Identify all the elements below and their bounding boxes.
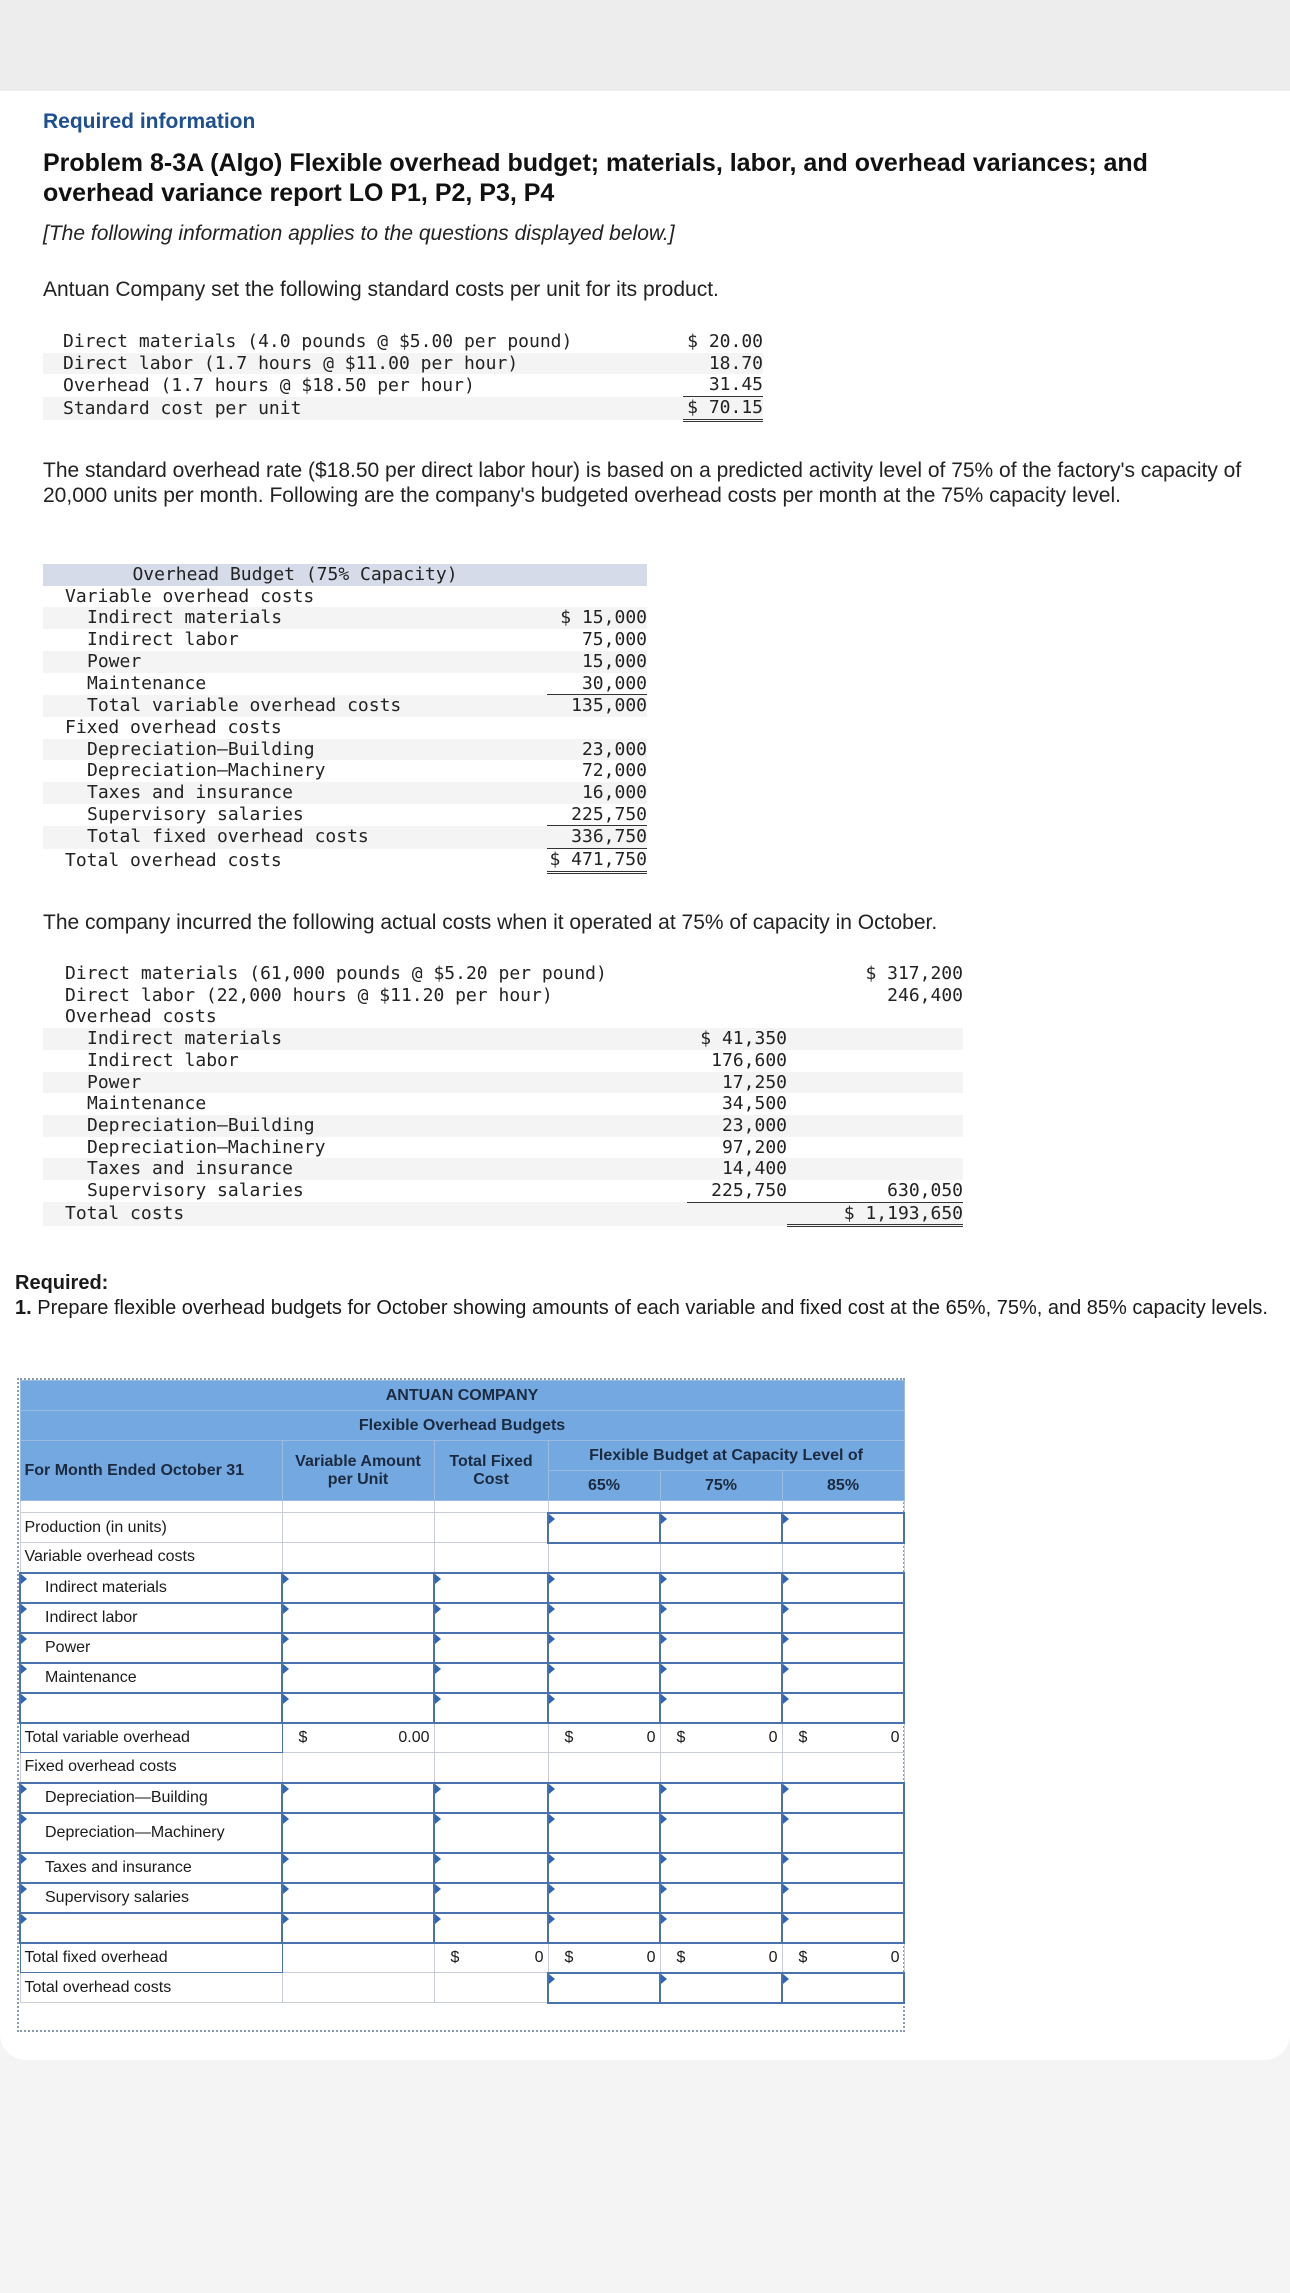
variable-unit-input[interactable] xyxy=(282,1633,434,1663)
top-bar xyxy=(0,0,1290,91)
table-row: Depreciation—Building 23,000 xyxy=(43,739,647,761)
variable-unit-input[interactable] xyxy=(282,1913,434,1943)
budget-85-input[interactable] xyxy=(782,1783,904,1813)
table-row: Indirect materials $ 15,000 xyxy=(43,607,647,629)
table-row xyxy=(20,1693,904,1723)
worksheet-header-row xyxy=(20,1441,904,1471)
actual-costs-text: The company incurred the following actual costs when it operated at 75% of capacity in October. xyxy=(43,911,938,934)
table-row xyxy=(20,1513,904,1543)
total-variable-75-value: 0 xyxy=(768,1728,778,1746)
fixed-item-label-input[interactable]: Taxes and insurance xyxy=(20,1853,282,1883)
budget-75-input[interactable] xyxy=(660,1813,782,1853)
table-row: Direct materials (61,000 pounds @ $5.20 per pound) $ 317,200 xyxy=(65,963,963,984)
fixed-cost-input[interactable] xyxy=(434,1813,548,1853)
variable-amount-header: Variable Amount per Unit xyxy=(282,1441,434,1501)
variable-unit-input[interactable] xyxy=(282,1693,434,1723)
budget-85-input[interactable] xyxy=(782,1853,904,1883)
period-header: For Month Ended October 31 xyxy=(20,1441,282,1501)
fixed-cost-input[interactable] xyxy=(434,1573,548,1603)
table-row: Taxes and insurance 16,000 xyxy=(43,782,647,804)
table-row: Direct labor (1.7 hours @ $11.00 per hour) 18.70 xyxy=(43,353,763,375)
total-overhead-65-input[interactable] xyxy=(548,1973,660,2003)
fixed-item-label-input[interactable]: Depreciation—Machinery xyxy=(20,1813,282,1853)
table-row: Taxes and insurance 14,400 xyxy=(43,1158,963,1180)
budget-85-input[interactable] xyxy=(782,1813,904,1853)
table-row xyxy=(20,1633,904,1663)
flexible-budget-worksheet xyxy=(17,1378,905,2032)
production-85-input[interactable] xyxy=(782,1513,904,1543)
budget-65-input[interactable] xyxy=(548,1813,660,1853)
production-75-input[interactable] xyxy=(660,1513,782,1543)
budget-75-input[interactable] xyxy=(660,1603,782,1633)
level-85-header: 85% xyxy=(782,1471,904,1501)
fixed-cost-input[interactable] xyxy=(434,1783,548,1813)
worksheet-header-row xyxy=(20,1411,904,1441)
table-row xyxy=(20,1753,904,1783)
fixed-cost-input[interactable] xyxy=(434,1883,548,1913)
intro-text: Antuan Company set the following standard costs per unit for its product. xyxy=(43,278,719,301)
table-row: Maintenance 30,000 xyxy=(87,672,647,694)
variable-unit-input[interactable] xyxy=(282,1603,434,1633)
budget-65-input[interactable] xyxy=(548,1783,660,1813)
budget-65-input[interactable] xyxy=(548,1693,660,1723)
variable-unit-input[interactable] xyxy=(282,1853,434,1883)
table-row xyxy=(20,1973,904,2003)
table-row: Total fixed overhead costs 336,750 xyxy=(43,826,647,849)
table-row: Indirect labor 176,600 xyxy=(87,1049,787,1071)
table-row: Overhead (1.7 hours @ $18.50 per hour) 31.45 xyxy=(63,374,763,396)
table-row: Fixed overhead costs xyxy=(65,716,282,738)
fixed-cost-input[interactable] xyxy=(434,1853,548,1883)
total-fixed-label: Total fixed overhead xyxy=(20,1943,282,1973)
fixed-cost-input[interactable] xyxy=(434,1913,548,1943)
fixed-cost-input[interactable] xyxy=(434,1603,548,1633)
overhead-rate-text: The standard overhead rate ($18.50 per direct labor hour) is based on a predicted activity level of 75% of the factory's capacity of 20,000 units per month. Following are the company's budgeted overhead costs per month at the 75% capacity level. xyxy=(43,459,1242,507)
budget-65-input[interactable] xyxy=(548,1853,660,1883)
variable-unit-input[interactable] xyxy=(282,1883,434,1913)
table-row: Direct materials (4.0 pounds @ $5.00 per pound) $ 20.00 xyxy=(63,331,763,352)
worksheet-header-row xyxy=(20,1381,904,1411)
production-label: Production (in units) xyxy=(20,1513,282,1543)
variable-item-label-input[interactable]: Indirect labor xyxy=(20,1603,282,1633)
required-heading: Required: xyxy=(15,1272,109,1294)
table-row xyxy=(20,1603,904,1633)
table-row: Total variable overhead $ 0.00 $ 0 $ 0 $ 0 xyxy=(20,1723,904,1753)
table-row xyxy=(20,1853,904,1883)
budget-75-input[interactable] xyxy=(660,1783,782,1813)
level-75-header: 75% xyxy=(660,1471,782,1501)
table-row: Direct labor (22,000 hours @ $11.20 per hour) 246,400 xyxy=(65,984,963,1006)
standard-costs-table xyxy=(43,331,763,422)
worksheet-subtitle: Flexible Overhead Budgets xyxy=(20,1411,904,1441)
fixed-item-label-input[interactable] xyxy=(20,1913,282,1943)
fixed-item-label-input[interactable]: Depreciation—Building xyxy=(20,1783,282,1813)
required-number: 1. xyxy=(15,1297,32,1319)
table-row xyxy=(20,1913,904,1943)
table-row: Total fixed overhead $ 0 $ 0 $ 0 $ 0 xyxy=(20,1943,904,1973)
table-row: Maintenance 34,500 xyxy=(87,1093,787,1115)
table-row: Overhead costs xyxy=(65,1006,217,1028)
table-row: Standard cost per unit $ 70.15 xyxy=(43,397,763,421)
total-overhead-75-input[interactable] xyxy=(660,1973,782,2003)
fixed-cost-input[interactable] xyxy=(434,1633,548,1663)
table-row: Supervisory salaries 225,750 xyxy=(87,803,647,825)
production-65-input[interactable] xyxy=(548,1513,660,1543)
table-row: Power 15,000 xyxy=(43,651,647,673)
budget-65-input[interactable] xyxy=(548,1573,660,1603)
table-row xyxy=(20,1663,904,1693)
table-row: Depreciation—Building 23,000 xyxy=(43,1115,963,1137)
budget-85-input[interactable] xyxy=(782,1603,904,1633)
table-row xyxy=(20,1573,904,1603)
total-fixed-cost-value: 0 xyxy=(534,1948,544,1966)
fixed-cost-input[interactable] xyxy=(434,1693,548,1723)
applies-note: [The following information applies to the questions displayed below.] xyxy=(43,222,675,245)
table-row: Depreciation—Machinery 72,000 xyxy=(87,760,647,782)
budget-85-input[interactable] xyxy=(782,1633,904,1663)
budget-75-input[interactable] xyxy=(660,1573,782,1603)
total-overhead-label: Total overhead costs xyxy=(20,1973,282,2003)
total-overhead-85-input[interactable] xyxy=(782,1973,904,2003)
spacer-row xyxy=(20,1501,904,1513)
table-row: Indirect labor 75,000 xyxy=(87,629,647,651)
required-information-heading: Required information xyxy=(43,110,256,133)
total-variable-label: Total variable overhead xyxy=(20,1723,282,1753)
table-row: Depreciation—Machinery 97,200 xyxy=(87,1136,787,1158)
table-row xyxy=(20,1813,904,1853)
budget-75-input[interactable] xyxy=(660,1913,782,1943)
company-name: ANTUAN COMPANY xyxy=(20,1381,904,1411)
budget-85-input[interactable] xyxy=(782,1573,904,1603)
variable-unit-input[interactable] xyxy=(282,1663,434,1693)
budget-65-input[interactable] xyxy=(548,1633,660,1663)
table-row: Supervisory salaries 225,750 630,050 xyxy=(87,1180,963,1202)
budget-75-input[interactable] xyxy=(660,1883,782,1913)
fixed-item-label-input[interactable]: Supervisory salaries xyxy=(20,1883,282,1913)
table-row: Indirect materials $ 41,350 xyxy=(43,1028,963,1050)
table-row: Total variable overhead costs 135,000 xyxy=(43,695,647,717)
total-fixed-header: Total Fixed Cost xyxy=(434,1441,548,1501)
total-fixed-75-value: 0 xyxy=(768,1948,778,1966)
flexible-budget-header: Flexible Budget at Capacity Level of xyxy=(548,1441,904,1471)
budget-85-input[interactable] xyxy=(782,1883,904,1913)
budget-85-input[interactable] xyxy=(782,1663,904,1693)
table-row: Power 17,250 xyxy=(43,1072,963,1094)
budget-65-input[interactable] xyxy=(548,1663,660,1693)
required-instruction: Prepare flexible overhead budgets for October showing amounts of each variable and fixed cost at the 65%, 75%, and 85% capacity levels. xyxy=(31,1297,1268,1319)
table-row: Variable overhead costs xyxy=(65,585,315,607)
overhead-budget-table xyxy=(43,564,647,874)
variable-unit-input[interactable] xyxy=(282,1813,434,1853)
budget-65-input[interactable] xyxy=(548,1913,660,1943)
variable-unit-input[interactable] xyxy=(282,1783,434,1813)
budget-85-input[interactable] xyxy=(782,1913,904,1943)
budget-75-input[interactable] xyxy=(660,1663,782,1693)
total-fixed-85-value: 0 xyxy=(890,1948,900,1966)
budget-75-input[interactable] xyxy=(660,1853,782,1883)
total-variable-unit-value: 0.00 xyxy=(398,1728,430,1746)
total-variable-65-value: 0 xyxy=(646,1728,656,1746)
table-row: Total overhead costs $ 471,750 xyxy=(65,849,647,871)
required-text xyxy=(15,1296,1285,1321)
variable-item-label-input[interactable]: Maintenance xyxy=(20,1663,282,1693)
variable-unit-input[interactable] xyxy=(282,1573,434,1603)
budget-65-input[interactable] xyxy=(548,1883,660,1913)
budget-65-input[interactable] xyxy=(548,1603,660,1633)
budget-85-input[interactable] xyxy=(782,1693,904,1723)
budget-75-input[interactable] xyxy=(660,1693,782,1723)
variable-item-label-input[interactable]: Power xyxy=(20,1633,282,1663)
table-row xyxy=(20,1783,904,1813)
fixed-overhead-header: Fixed overhead costs xyxy=(20,1753,282,1783)
budget-75-input[interactable] xyxy=(660,1633,782,1663)
total-variable-85-value: 0 xyxy=(890,1728,900,1746)
fixed-cost-input[interactable] xyxy=(434,1663,548,1693)
total-fixed-65-value: 0 xyxy=(646,1948,656,1966)
variable-overhead-header: Variable overhead costs xyxy=(20,1543,282,1573)
variable-item-label-input[interactable]: Indirect materials xyxy=(20,1573,282,1603)
problem-title: Problem 8-3A (Algo) Flexible overhead budget; materials, labor, and overhead variances; and overhead variance report LO P1, P2, P3, P4 xyxy=(43,149,1148,207)
variable-item-label-input[interactable] xyxy=(20,1693,282,1723)
worksheet-table xyxy=(19,1380,905,2004)
level-65-header: 65% xyxy=(548,1471,660,1501)
table-row xyxy=(20,1883,904,1913)
overhead-budget-title: Overhead Budget (75% Capacity) xyxy=(43,564,647,586)
actual-costs-table xyxy=(43,963,963,1227)
table-row: Total costs $ 1,193,650 xyxy=(43,1202,963,1226)
table-row xyxy=(20,1543,904,1573)
